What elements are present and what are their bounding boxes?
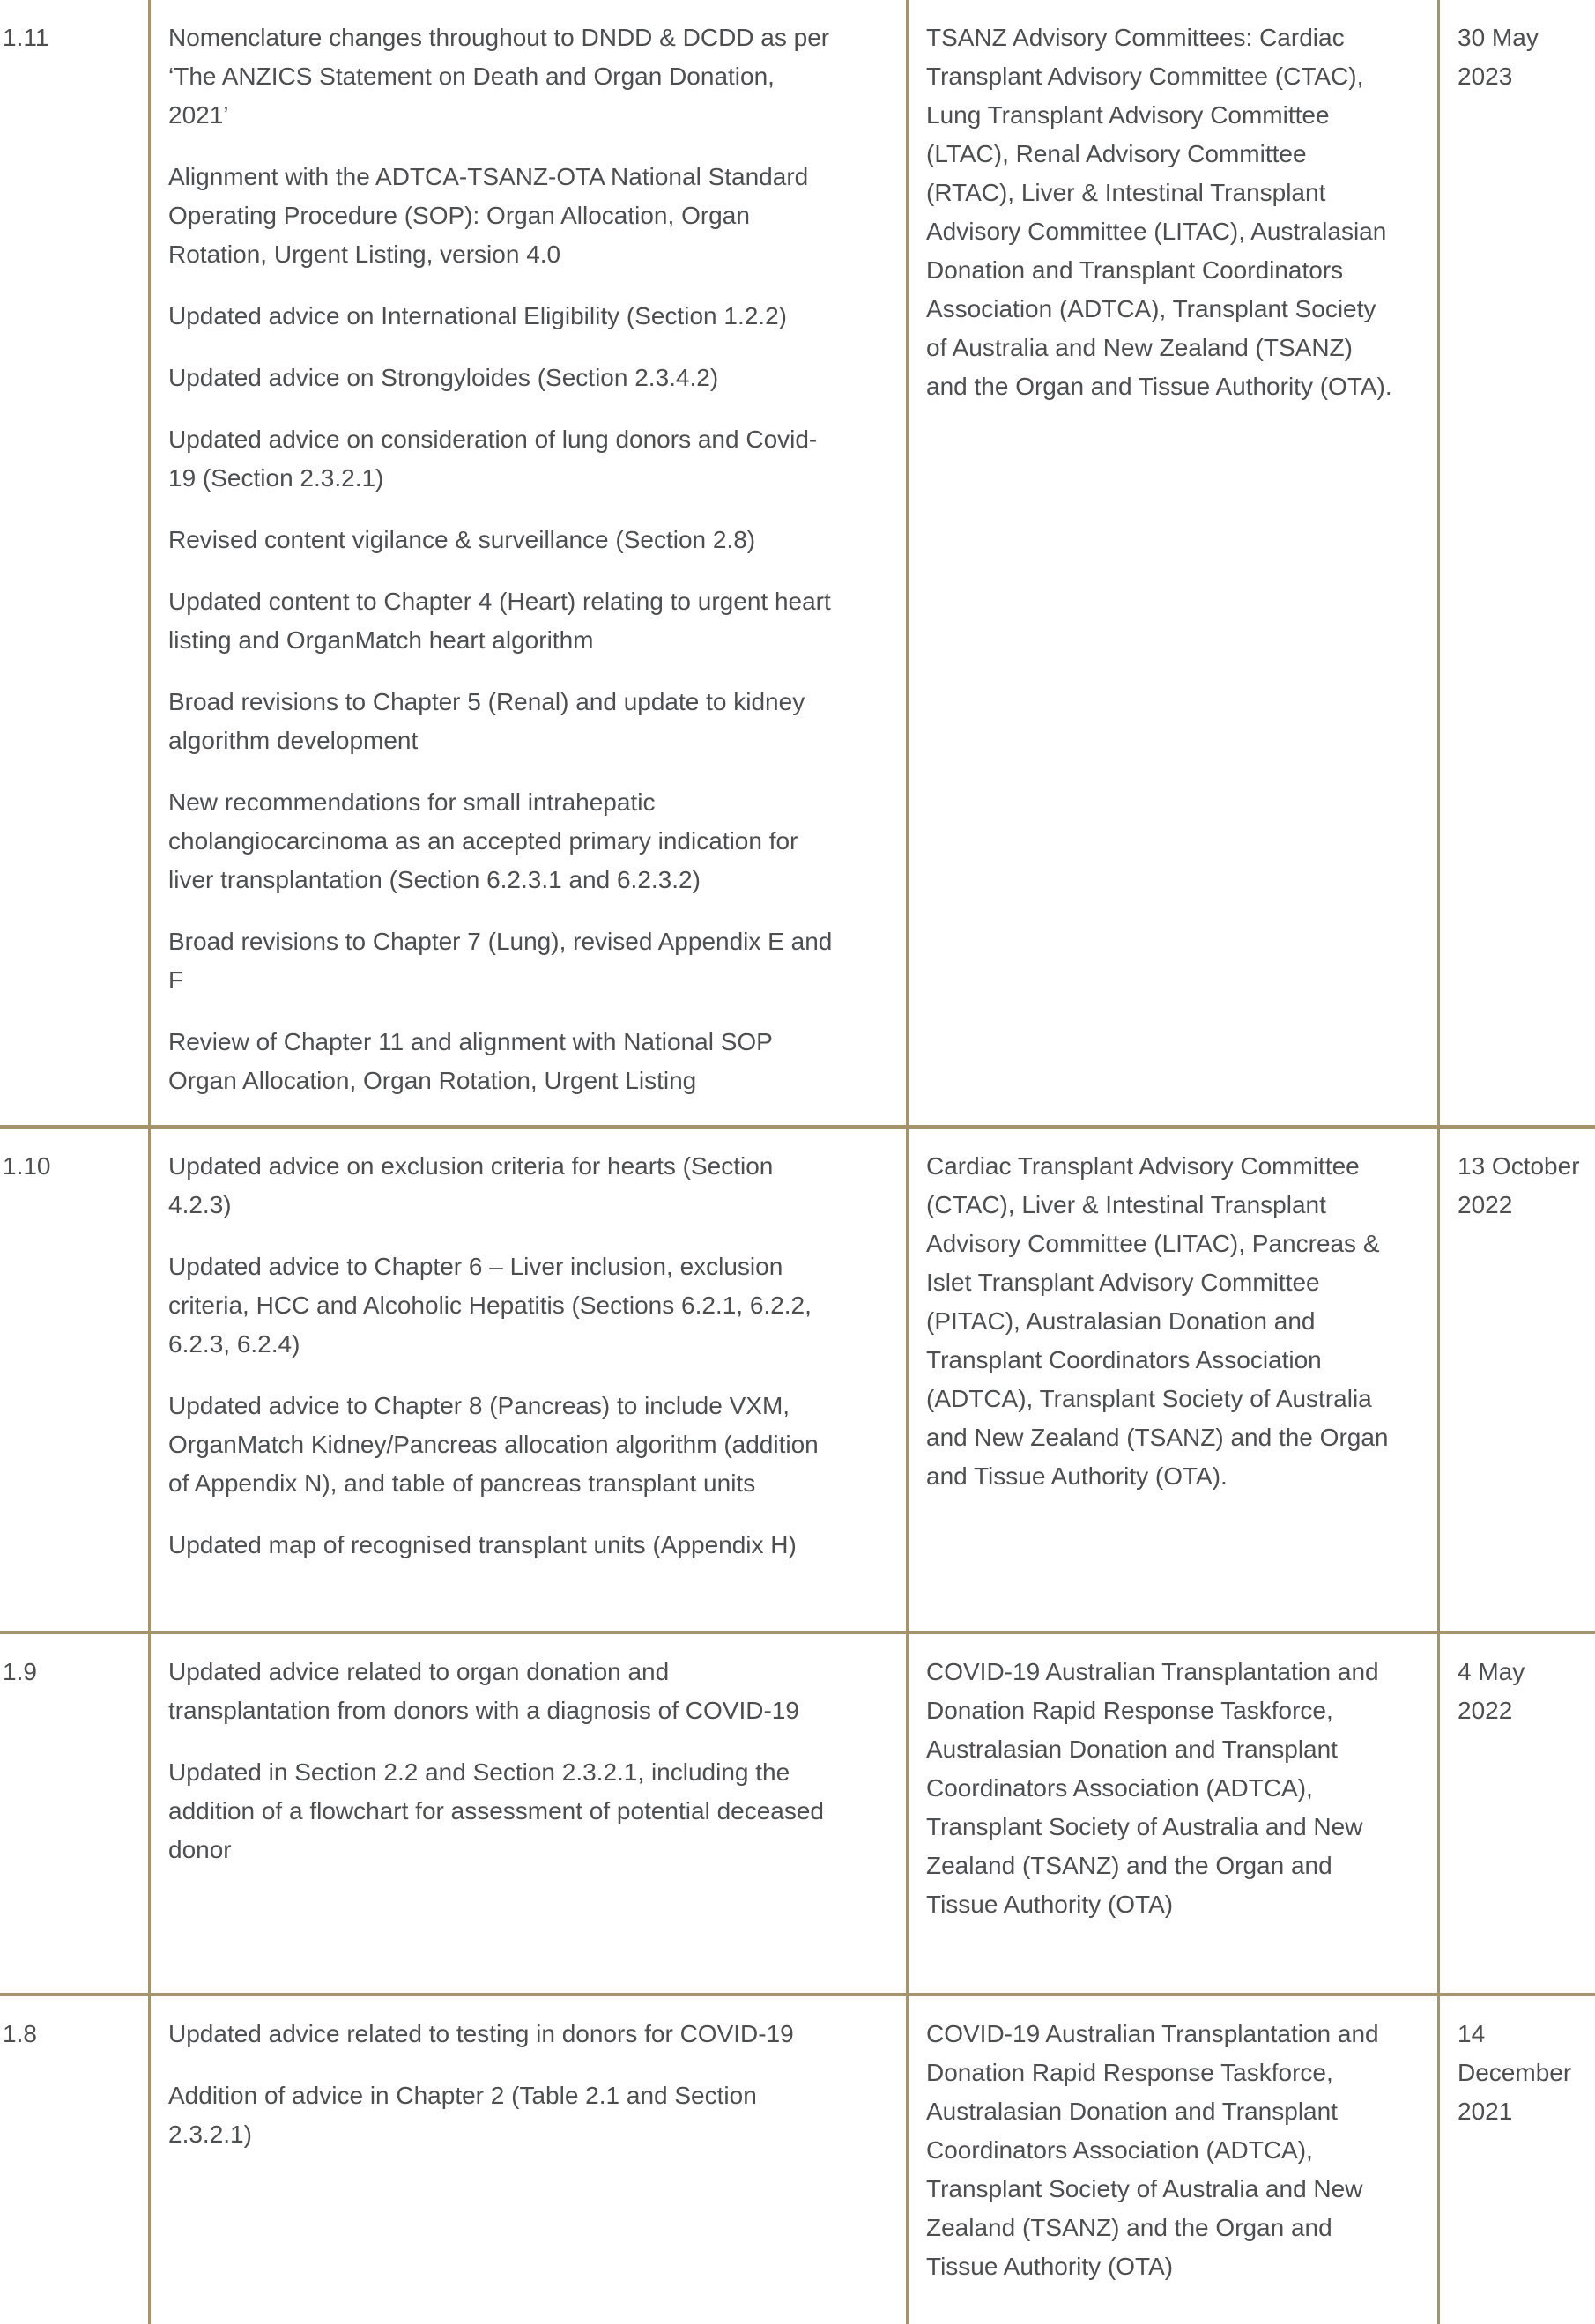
description-cell [151, 1129, 909, 1631]
table-row [0, 1993, 1595, 2324]
date-line: 13 October [1458, 1152, 1580, 1180]
date-cell [1440, 0, 1595, 1125]
version-cell [0, 1996, 151, 2324]
description-paragraph: Updated advice on International Eligibility (Section 1.2.2) [168, 302, 787, 329]
description-paragraph: Updated advice on Strongyloides (Section 2.3.4.2) [168, 364, 719, 391]
date-line: 4 May [1458, 1658, 1525, 1685]
description-paragraph: Updated advice to Chapter 6 – Liver inclusion, exclusion criteria, HCC and Alcoholic Hepatitis (Sections 6.2.1, 6.2.2, 6.2.3, 6.2.4) [168, 1253, 812, 1358]
version-cell [0, 0, 151, 1125]
description-paragraph: Revised content vigilance & surveillance (Section 2.8) [168, 526, 756, 553]
date-line: 14 [1458, 2020, 1486, 2047]
consultation-cell [909, 1129, 1440, 1631]
date-line: 30 May [1458, 24, 1539, 51]
table-row [0, 0, 1595, 1125]
date-line: 2023 [1458, 63, 1513, 90]
version-cell [0, 1129, 151, 1631]
date-line: 2021 [1458, 2098, 1513, 2125]
consultation-text: COVID-19 Australian Transplantation and Donation Rapid Response Taskforce, Australasian Donation and Transplant Coordinators Association (ADTCA), Transplant Society of Australia and New Zealand (TSANZ) and the Organ and Tissue Authority (OTA) [926, 2020, 1379, 2280]
consultation-text: COVID-19 Australian Transplantation and Donation Rapid Response Taskforce, Australasian Donation and Transplant Coordinators Association (ADTCA), Transplant Society of Australia and New Zealand (TSANZ) and the Organ and Tissue Authority (OTA) [926, 1658, 1379, 1918]
description-paragraph: Updated map of recognised transplant units (Appendix H) [168, 1531, 797, 1558]
description-paragraph: Review of Chapter 11 and alignment with National SOP Organ Allocation, Organ Rotation, Urgent Listing [168, 1028, 773, 1094]
date-line: December [1458, 2059, 1572, 2086]
description-cell [151, 0, 909, 1125]
date-cell [1440, 1996, 1595, 2324]
description-paragraph: Addition of advice in Chapter 2 (Table 2.1 and Section 2.3.2.1) [168, 2082, 757, 2148]
description-cell [151, 1634, 909, 1993]
description-cell [151, 1996, 909, 2324]
version-cell [0, 1634, 151, 1993]
consultation-cell [909, 0, 1440, 1125]
description-paragraph: Updated advice on exclusion criteria for hearts (Section 4.2.3) [168, 1152, 774, 1218]
description-paragraph: Broad revisions to Chapter 7 (Lung), revised Appendix E and F [168, 928, 833, 994]
consultation-text: TSANZ Advisory Committees: Cardiac Transplant Advisory Committee (CTAC), Lung Transplant Advisory Committee (LTAC), Renal Advisory Committee (RTAC), Liver & Intestinal Transplant Advisory Committee (LITAC), Australasian Donation and Transplant Coordinators Association (ADTCA), Transplant Society of Australia and New Zealand (TSANZ) and the Organ and Tissue Authority (OTA). [926, 24, 1392, 400]
version-number: 1.10 [3, 1152, 51, 1180]
description-paragraph: Updated advice related to testing in donors for COVID-19 [168, 2020, 794, 2047]
table-row [0, 1631, 1595, 1993]
description-paragraph: Updated advice on consideration of lung donors and Covid-19 (Section 2.3.2.1) [168, 426, 818, 492]
description-paragraph: Broad revisions to Chapter 5 (Renal) and update to kidney algorithm development [168, 688, 805, 754]
description-paragraph: Updated content to Chapter 4 (Heart) relating to urgent heart listing and OrganMatch heart algorithm [168, 588, 831, 654]
consultation-text: Cardiac Transplant Advisory Committee (CTAC), Liver & Intestinal Transplant Advisory Committee (LITAC), Pancreas & Islet Transplant Advisory Committee (PITAC), Australasian Donation and Transplant Coordinators Association (ADTCA), Transplant Society of Australia and New Zealand (TSANZ) and the Organ and Tissue Authority (OTA). [926, 1152, 1389, 1490]
version-number: 1.8 [3, 2020, 37, 2047]
description-paragraph: Nomenclature changes throughout to DNDD & DCDD as per ‘The ANZICS Statement on Death and Organ Donation, 2021’ [168, 24, 830, 129]
date-cell [1440, 1634, 1595, 1993]
table-row [0, 1125, 1595, 1631]
description-paragraph: Updated advice related to organ donation and transplantation from donors with a diagnosis of COVID-19 [168, 1658, 799, 1724]
version-number: 1.11 [3, 24, 49, 51]
consultation-cell [909, 1996, 1440, 2324]
date-cell [1440, 1129, 1595, 1631]
version-number: 1.9 [3, 1658, 37, 1685]
description-paragraph: Updated advice to Chapter 8 (Pancreas) to include VXM, OrganMatch Kidney/Pancreas allocation algorithm (addition of Appendix N), and table of pancreas transplant units [168, 1392, 819, 1497]
consultation-cell [909, 1634, 1440, 1993]
description-paragraph: New recommendations for small intrahepatic cholangiocarcinoma as an accepted primary indication for liver transplantation (Section 6.2.3.1 and 6.2.3.2) [168, 788, 798, 893]
description-paragraph: Updated in Section 2.2 and Section 2.3.2.1, including the addition of a flowchart for assessment of potential deceased donor [168, 1758, 824, 1863]
date-line: 2022 [1458, 1697, 1513, 1724]
description-paragraph: Alignment with the ADTCA-TSANZ-OTA National Standard Operating Procedure (SOP): Organ Allocation, Organ Rotation, Urgent Listing, version 4.0 [168, 163, 809, 268]
date-line: 2022 [1458, 1191, 1513, 1218]
